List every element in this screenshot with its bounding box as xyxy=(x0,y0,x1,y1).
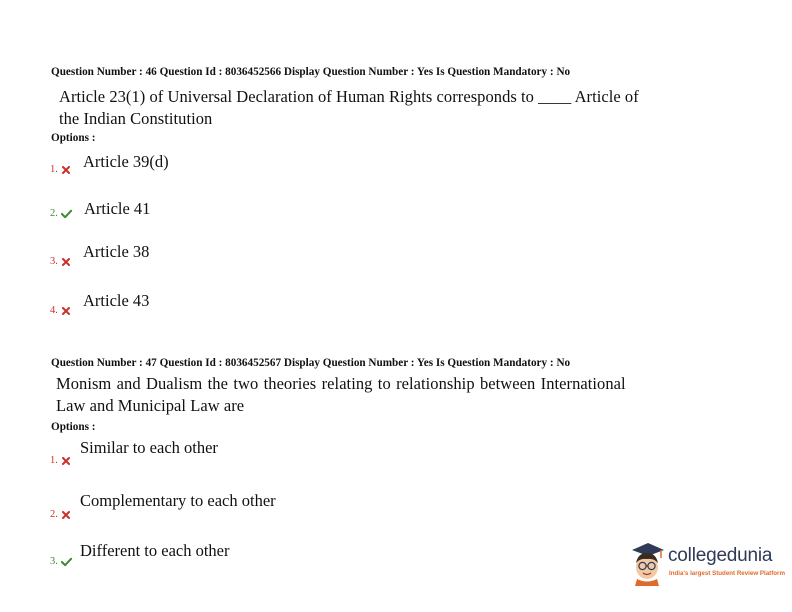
q46-option-2-text: Article 41 xyxy=(84,199,151,218)
question-46-options-label: Options : xyxy=(51,132,96,144)
check-icon xyxy=(61,556,72,567)
q46-option-3-text: Article 38 xyxy=(83,242,150,261)
question-46-meta: Question Number : 46 Question Id : 8036452566 Display Question Number : Yes Is Question Mandatory : No xyxy=(51,66,571,78)
question-46-text-line2: the Indian Constitution xyxy=(59,109,213,128)
q46-option-1-text: Article 39(d) xyxy=(83,152,169,171)
q47-option-1-number: 1. xyxy=(50,455,72,466)
q47-option-2-text: Complementary to each other xyxy=(80,491,276,510)
question-47-text-line1: Monism and Dualism the two theories relating to relationship between International xyxy=(56,374,626,393)
q47-option-3-number: 3. xyxy=(50,556,72,567)
q46-option-4-number: 4. xyxy=(50,305,72,316)
q46-option-2-number: 2. xyxy=(50,208,72,219)
q46-option-1-number: 1. xyxy=(50,164,72,175)
question-46-text-line1: Article 23(1) of Universal Declaration of Human Rights corresponds to ____ Article of xyxy=(59,87,639,106)
question-47-meta: Question Number : 47 Question Id : 8036452567 Display Question Number : Yes Is Question Mandatory : No xyxy=(51,357,571,369)
q47-option-2-number: 2. xyxy=(50,509,72,520)
logo-wordmark: collegedunia xyxy=(668,545,773,566)
q47-option-3-text: Different to each other xyxy=(80,541,230,560)
q47-option-1-text: Similar to each other xyxy=(80,438,218,457)
question-47-options-label: Options : xyxy=(51,421,96,433)
cross-icon xyxy=(61,455,72,466)
check-icon xyxy=(61,208,72,219)
cross-icon xyxy=(61,305,72,316)
cross-icon xyxy=(61,256,72,267)
cross-icon xyxy=(61,509,72,520)
collegedunia-logo xyxy=(628,540,785,588)
logo-tagline: India's largest Student Review Platform xyxy=(669,570,785,577)
q46-option-4-text: Article 43 xyxy=(83,291,150,310)
question-47-text-line2: Law and Municipal Law are xyxy=(56,396,245,415)
q46-option-3-number: 3. xyxy=(50,256,72,267)
cross-icon xyxy=(61,164,72,175)
mascot-icon xyxy=(628,540,668,586)
